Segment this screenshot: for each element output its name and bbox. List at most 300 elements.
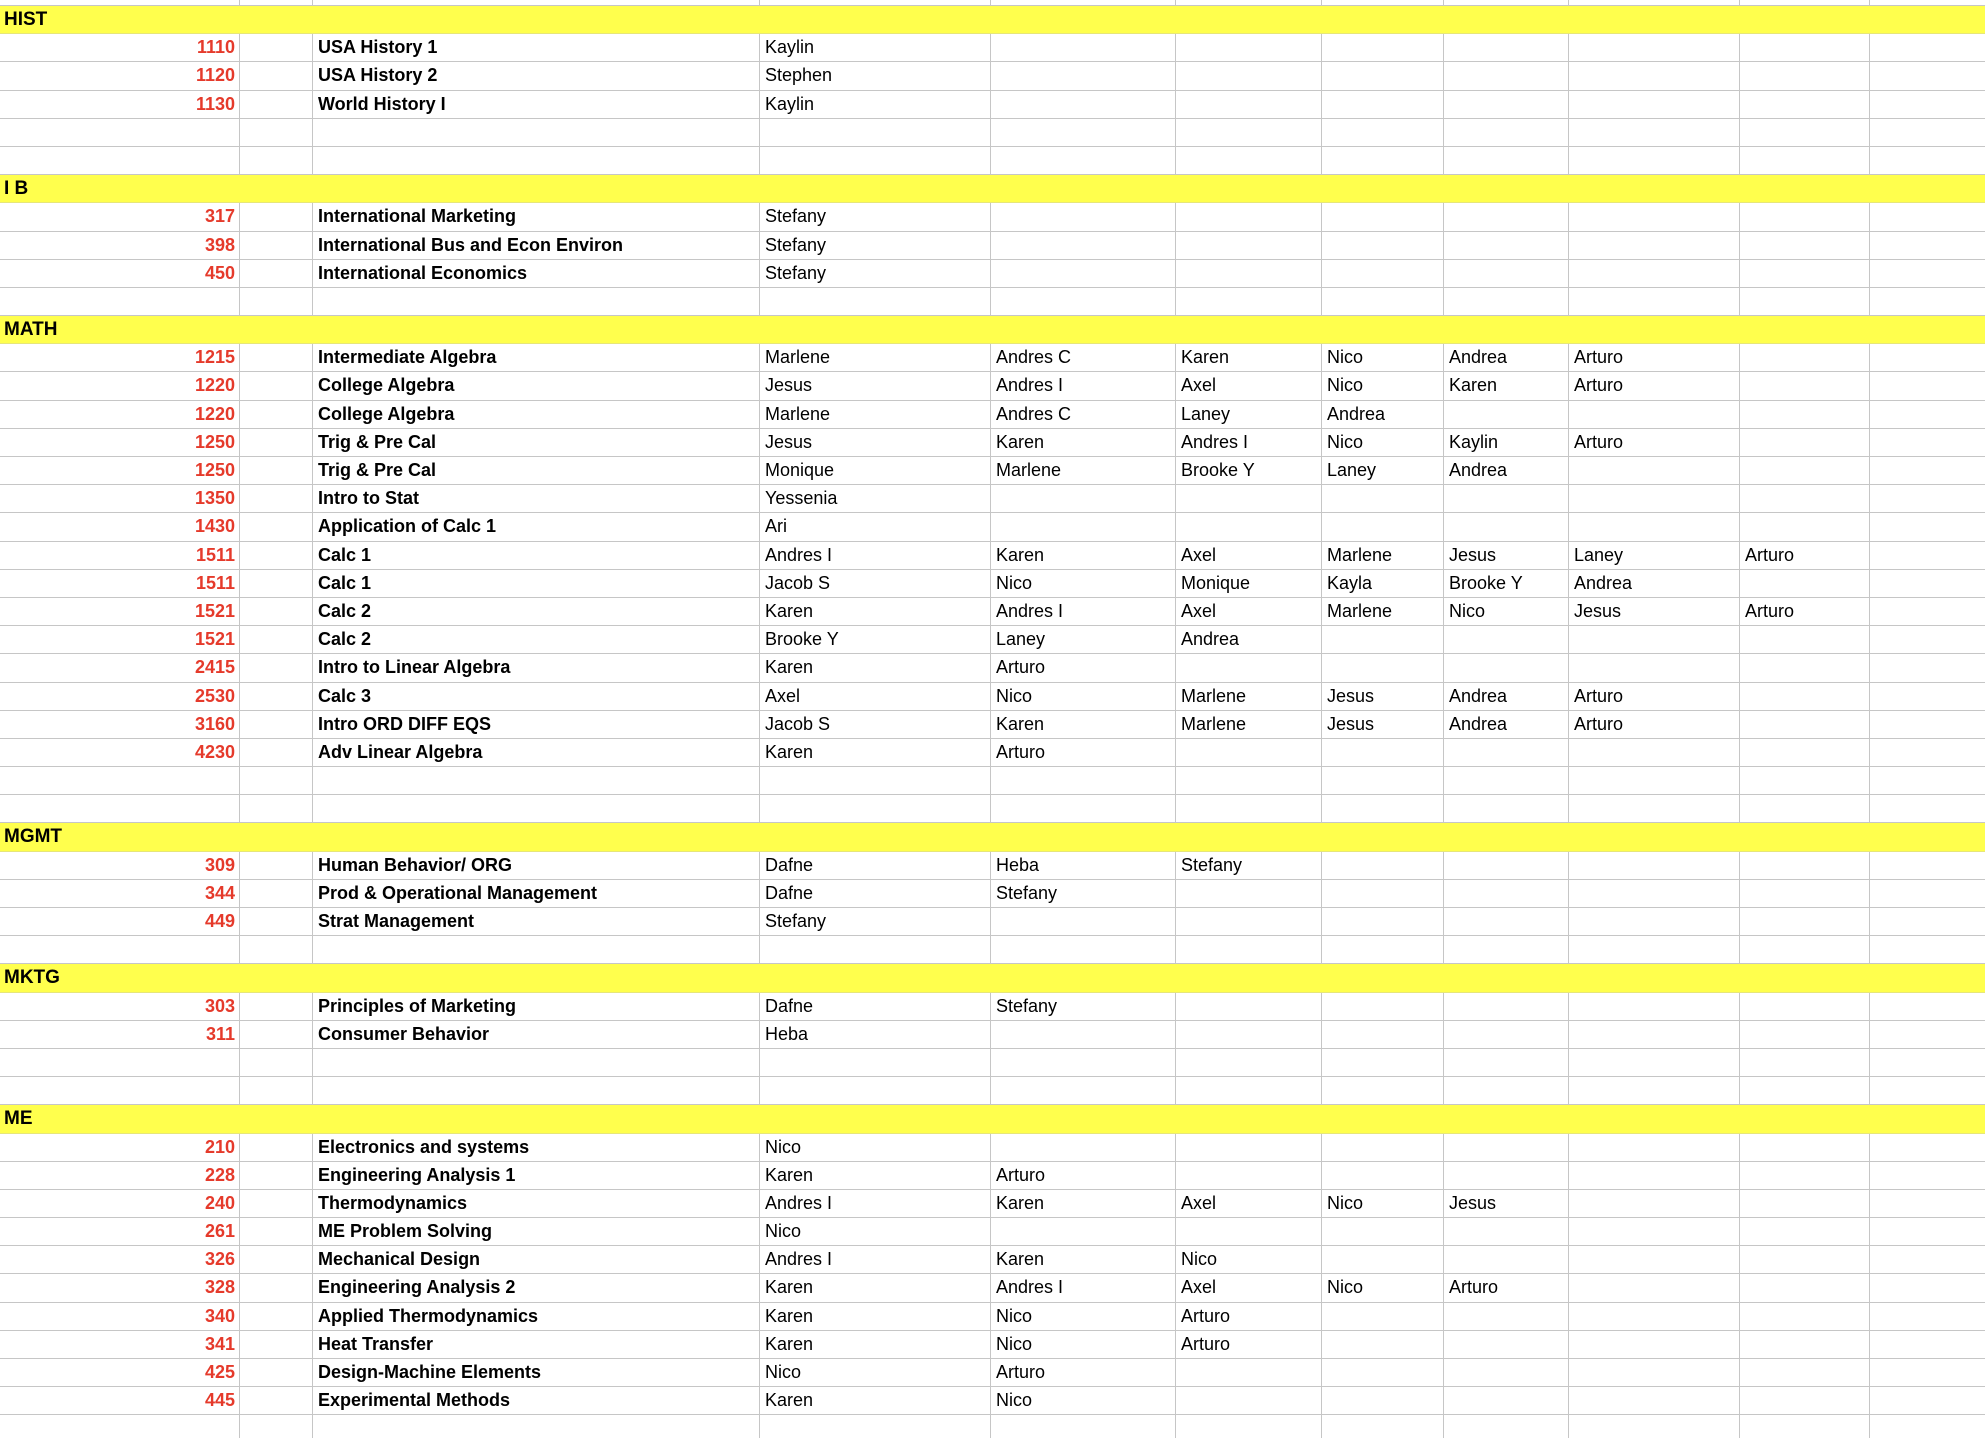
- cell-empty[interactable]: [1322, 795, 1444, 822]
- cell-empty[interactable]: [1176, 1021, 1322, 1048]
- cell-tutor[interactable]: Arturo: [1444, 1274, 1569, 1301]
- cell-tutor[interactable]: Andres I: [991, 598, 1176, 625]
- cell-empty[interactable]: [1569, 795, 1740, 822]
- cell-tutor[interactable]: Andres I: [760, 542, 991, 569]
- cell-empty[interactable]: [240, 0, 313, 5]
- cell-tutor[interactable]: Brooke Y: [1444, 570, 1569, 597]
- cell-empty[interactable]: [1322, 767, 1444, 794]
- cell-tutor[interactable]: Nico: [760, 1218, 991, 1245]
- cell-empty[interactable]: [1322, 232, 1444, 259]
- cell-course-number[interactable]: 1215: [0, 344, 240, 371]
- cell-tutor[interactable]: Arturo: [1569, 372, 1740, 399]
- cell-tutor[interactable]: Monique: [1176, 570, 1322, 597]
- cell-empty[interactable]: [1569, 993, 1740, 1020]
- cell-empty[interactable]: [240, 91, 313, 118]
- cell-tutor[interactable]: Dafne: [760, 880, 991, 907]
- section-label[interactable]: ME: [4, 1108, 33, 1130]
- cell-empty[interactable]: [1740, 147, 1870, 174]
- cell-tutor[interactable]: Nico: [1322, 372, 1444, 399]
- cell-empty[interactable]: [0, 1415, 240, 1438]
- cell-empty[interactable]: [1444, 993, 1569, 1020]
- cell-empty[interactable]: [1870, 1359, 1985, 1386]
- cell-empty[interactable]: [1444, 908, 1569, 935]
- cell-empty[interactable]: [1740, 1021, 1870, 1048]
- cell-empty[interactable]: [1740, 936, 1870, 963]
- cell-empty[interactable]: [313, 936, 760, 963]
- cell-empty[interactable]: [1569, 119, 1740, 146]
- cell-empty[interactable]: [313, 147, 760, 174]
- cell-empty[interactable]: [313, 288, 760, 315]
- cell-empty[interactable]: [1176, 485, 1322, 512]
- cell-empty[interactable]: [1569, 34, 1740, 61]
- cell-tutor[interactable]: Karen: [760, 739, 991, 766]
- cell-empty[interactable]: [1444, 147, 1569, 174]
- cell-course-name[interactable]: Mechanical Design: [313, 1246, 760, 1273]
- cell-empty[interactable]: [1870, 62, 1985, 89]
- cell-empty[interactable]: [760, 767, 991, 794]
- cell-tutor[interactable]: Brooke Y: [1176, 457, 1322, 484]
- cell-empty[interactable]: [240, 795, 313, 822]
- cell-empty[interactable]: [991, 908, 1176, 935]
- cell-empty[interactable]: [240, 1359, 313, 1386]
- cell-tutor[interactable]: Heba: [991, 852, 1176, 879]
- cell-empty[interactable]: [760, 1415, 991, 1438]
- cell-empty[interactable]: [1740, 654, 1870, 681]
- cell-empty[interactable]: [1444, 936, 1569, 963]
- cell-empty[interactable]: [991, 203, 1176, 230]
- cell-empty[interactable]: [1444, 1077, 1569, 1104]
- cell-empty[interactable]: [1176, 260, 1322, 287]
- cell-empty[interactable]: [1569, 147, 1740, 174]
- cell-empty[interactable]: [0, 795, 240, 822]
- cell-course-number[interactable]: 1220: [0, 372, 240, 399]
- cell-empty[interactable]: [1176, 1218, 1322, 1245]
- cell-empty[interactable]: [1740, 1274, 1870, 1301]
- cell-tutor[interactable]: Stefany: [760, 232, 991, 259]
- cell-empty[interactable]: [1870, 119, 1985, 146]
- cell-empty[interactable]: [991, 1134, 1176, 1161]
- cell-empty[interactable]: [1870, 795, 1985, 822]
- cell-tutor[interactable]: Andres I: [991, 372, 1176, 399]
- cell-tutor[interactable]: Laney: [1322, 457, 1444, 484]
- cell-empty[interactable]: [1870, 739, 1985, 766]
- cell-empty[interactable]: [240, 626, 313, 653]
- cell-empty[interactable]: [1870, 880, 1985, 907]
- cell-tutor[interactable]: Karen: [991, 542, 1176, 569]
- cell-empty[interactable]: [1444, 232, 1569, 259]
- cell-empty[interactable]: [1870, 1077, 1985, 1104]
- cell-course-number[interactable]: 445: [0, 1387, 240, 1414]
- cell-empty[interactable]: [1569, 1190, 1740, 1217]
- cell-empty[interactable]: [991, 795, 1176, 822]
- cell-tutor[interactable]: Kaylin: [760, 91, 991, 118]
- cell-tutor[interactable]: Axel: [760, 683, 991, 710]
- cell-empty[interactable]: [1870, 1274, 1985, 1301]
- cell-empty[interactable]: [1740, 908, 1870, 935]
- cell-empty[interactable]: [1444, 1387, 1569, 1414]
- cell-empty[interactable]: [240, 852, 313, 879]
- cell-tutor[interactable]: Andrea: [1444, 457, 1569, 484]
- cell-course-name[interactable]: USA History 1: [313, 34, 760, 61]
- cell-empty[interactable]: [1322, 288, 1444, 315]
- cell-empty[interactable]: [1444, 91, 1569, 118]
- cell-empty[interactable]: [1870, 711, 1985, 738]
- cell-empty[interactable]: [1444, 401, 1569, 428]
- cell-tutor[interactable]: Nico: [760, 1359, 991, 1386]
- cell-empty[interactable]: [0, 119, 240, 146]
- cell-empty[interactable]: [760, 1077, 991, 1104]
- cell-empty[interactable]: [240, 993, 313, 1020]
- cell-empty[interactable]: [240, 147, 313, 174]
- cell-course-name[interactable]: Engineering Analysis 2: [313, 1274, 760, 1301]
- cell-empty[interactable]: [1444, 654, 1569, 681]
- cell-course-number[interactable]: 1120: [0, 62, 240, 89]
- cell-tutor[interactable]: Marlene: [1176, 683, 1322, 710]
- cell-tutor[interactable]: Nico: [760, 1134, 991, 1161]
- cell-empty[interactable]: [1444, 626, 1569, 653]
- cell-empty[interactable]: [991, 91, 1176, 118]
- cell-tutor[interactable]: Dafne: [760, 993, 991, 1020]
- cell-tutor[interactable]: Karen: [760, 598, 991, 625]
- cell-empty[interactable]: [1322, 1077, 1444, 1104]
- cell-empty[interactable]: [1322, 1162, 1444, 1189]
- cell-empty[interactable]: [1740, 1077, 1870, 1104]
- cell-course-number[interactable]: 1250: [0, 457, 240, 484]
- cell-course-number[interactable]: 344: [0, 880, 240, 907]
- cell-empty[interactable]: [1176, 1387, 1322, 1414]
- cell-empty[interactable]: [1569, 203, 1740, 230]
- cell-empty[interactable]: [0, 0, 240, 5]
- cell-tutor[interactable]: Yessenia: [760, 485, 991, 512]
- cell-empty[interactable]: [991, 1415, 1176, 1438]
- cell-empty[interactable]: [1569, 1134, 1740, 1161]
- cell-tutor[interactable]: Axel: [1176, 372, 1322, 399]
- cell-empty[interactable]: [1176, 91, 1322, 118]
- cell-empty[interactable]: [760, 936, 991, 963]
- cell-tutor[interactable]: Andres I: [1176, 429, 1322, 456]
- cell-empty[interactable]: [1569, 908, 1740, 935]
- cell-empty[interactable]: [1740, 852, 1870, 879]
- cell-empty[interactable]: [1870, 1387, 1985, 1414]
- cell-empty[interactable]: [240, 908, 313, 935]
- cell-course-number[interactable]: 1110: [0, 34, 240, 61]
- cell-course-number[interactable]: 2415: [0, 654, 240, 681]
- cell-empty[interactable]: [991, 34, 1176, 61]
- cell-course-name[interactable]: College Algebra: [313, 372, 760, 399]
- cell-course-name[interactable]: Calc 2: [313, 626, 760, 653]
- cell-course-name[interactable]: Design-Machine Elements: [313, 1359, 760, 1386]
- cell-tutor[interactable]: Andres I: [760, 1246, 991, 1273]
- cell-course-number[interactable]: 1220: [0, 401, 240, 428]
- cell-empty[interactable]: [1444, 1162, 1569, 1189]
- cell-empty[interactable]: [0, 1049, 240, 1076]
- cell-course-name[interactable]: USA History 2: [313, 62, 760, 89]
- cell-empty[interactable]: [1444, 485, 1569, 512]
- cell-empty[interactable]: [1740, 795, 1870, 822]
- cell-tutor[interactable]: Nico: [991, 1331, 1176, 1358]
- cell-empty[interactable]: [240, 1021, 313, 1048]
- cell-empty[interactable]: [1176, 1134, 1322, 1161]
- cell-tutor[interactable]: Andres I: [760, 1190, 991, 1217]
- cell-empty[interactable]: [240, 1331, 313, 1358]
- cell-empty[interactable]: [991, 1218, 1176, 1245]
- cell-empty[interactable]: [1444, 1218, 1569, 1245]
- cell-empty[interactable]: [1740, 1359, 1870, 1386]
- cell-empty[interactable]: [313, 1077, 760, 1104]
- cell-empty[interactable]: [1740, 372, 1870, 399]
- cell-tutor[interactable]: Arturo: [1569, 429, 1740, 456]
- cell-empty[interactable]: [1569, 1077, 1740, 1104]
- cell-empty[interactable]: [0, 288, 240, 315]
- cell-empty[interactable]: [313, 1049, 760, 1076]
- cell-tutor[interactable]: Karen: [760, 1303, 991, 1330]
- cell-empty[interactable]: [1870, 457, 1985, 484]
- cell-empty[interactable]: [1322, 485, 1444, 512]
- cell-course-number[interactable]: 309: [0, 852, 240, 879]
- cell-empty[interactable]: [1322, 91, 1444, 118]
- cell-tutor[interactable]: Jesus: [1444, 1190, 1569, 1217]
- cell-tutor[interactable]: Andres C: [991, 344, 1176, 371]
- cell-tutor[interactable]: Andrea: [1322, 401, 1444, 428]
- cell-empty[interactable]: [1569, 654, 1740, 681]
- cell-empty[interactable]: [1444, 119, 1569, 146]
- cell-empty[interactable]: [240, 1387, 313, 1414]
- cell-empty[interactable]: [240, 542, 313, 569]
- cell-empty[interactable]: [1444, 203, 1569, 230]
- cell-course-name[interactable]: World History I: [313, 91, 760, 118]
- cell-tutor[interactable]: Andres I: [991, 1274, 1176, 1301]
- section-label[interactable]: MKTG: [4, 967, 60, 989]
- cell-empty[interactable]: [1444, 260, 1569, 287]
- cell-empty[interactable]: [1870, 570, 1985, 597]
- cell-tutor[interactable]: Nico: [1444, 598, 1569, 625]
- cell-empty[interactable]: [1870, 654, 1985, 681]
- cell-tutor[interactable]: Marlene: [760, 401, 991, 428]
- cell-empty[interactable]: [240, 119, 313, 146]
- cell-empty[interactable]: [1740, 683, 1870, 710]
- cell-empty[interactable]: [240, 739, 313, 766]
- cell-empty[interactable]: [1870, 542, 1985, 569]
- cell-empty[interactable]: [1444, 34, 1569, 61]
- cell-empty[interactable]: [1569, 0, 1740, 5]
- cell-course-number[interactable]: 326: [0, 1246, 240, 1273]
- cell-empty[interactable]: [1569, 401, 1740, 428]
- cell-tutor[interactable]: Kayla: [1322, 570, 1444, 597]
- cell-empty[interactable]: [1444, 288, 1569, 315]
- cell-tutor[interactable]: Jesus: [1444, 542, 1569, 569]
- cell-empty[interactable]: [1322, 1331, 1444, 1358]
- cell-tutor[interactable]: Laney: [991, 626, 1176, 653]
- cell-empty[interactable]: [1322, 147, 1444, 174]
- cell-empty[interactable]: [1740, 62, 1870, 89]
- cell-empty[interactable]: [991, 1021, 1176, 1048]
- cell-empty[interactable]: [1444, 795, 1569, 822]
- cell-empty[interactable]: [240, 1303, 313, 1330]
- cell-empty[interactable]: [313, 795, 760, 822]
- cell-tutor[interactable]: Marlene: [1176, 711, 1322, 738]
- cell-empty[interactable]: [1444, 62, 1569, 89]
- cell-empty[interactable]: [1569, 1162, 1740, 1189]
- cell-empty[interactable]: [313, 119, 760, 146]
- cell-empty[interactable]: [1176, 908, 1322, 935]
- cell-course-name[interactable]: Consumer Behavior: [313, 1021, 760, 1048]
- cell-empty[interactable]: [1740, 1246, 1870, 1273]
- cell-empty[interactable]: [991, 119, 1176, 146]
- cell-tutor[interactable]: Jesus: [1322, 683, 1444, 710]
- cell-empty[interactable]: [240, 288, 313, 315]
- cell-tutor[interactable]: Nico: [1322, 429, 1444, 456]
- cell-empty[interactable]: [1740, 1162, 1870, 1189]
- cell-empty[interactable]: [1569, 91, 1740, 118]
- cell-course-name[interactable]: International Marketing: [313, 203, 760, 230]
- cell-empty[interactable]: [1870, 288, 1985, 315]
- cell-empty[interactable]: [1444, 1415, 1569, 1438]
- cell-course-number[interactable]: 341: [0, 1331, 240, 1358]
- cell-tutor[interactable]: Laney: [1176, 401, 1322, 428]
- cell-tutor[interactable]: Laney: [1569, 542, 1740, 569]
- cell-empty[interactable]: [1176, 880, 1322, 907]
- cell-tutor[interactable]: Stefany: [991, 880, 1176, 907]
- cell-empty[interactable]: [1870, 767, 1985, 794]
- cell-course-number[interactable]: 398: [0, 232, 240, 259]
- cell-course-name[interactable]: Intro to Linear Algebra: [313, 654, 760, 681]
- cell-tutor[interactable]: Andres C: [991, 401, 1176, 428]
- cell-empty[interactable]: [0, 1077, 240, 1104]
- cell-tutor[interactable]: Karen: [760, 1162, 991, 1189]
- cell-empty[interactable]: [1444, 739, 1569, 766]
- cell-empty[interactable]: [1870, 1021, 1985, 1048]
- cell-course-name[interactable]: Intro to Stat: [313, 485, 760, 512]
- cell-empty[interactable]: [1870, 91, 1985, 118]
- cell-empty[interactable]: [0, 767, 240, 794]
- cell-empty[interactable]: [1569, 739, 1740, 766]
- cell-empty[interactable]: [760, 288, 991, 315]
- cell-course-number[interactable]: 1521: [0, 598, 240, 625]
- cell-course-number[interactable]: 1350: [0, 485, 240, 512]
- cell-tutor[interactable]: Karen: [991, 1190, 1176, 1217]
- cell-course-name[interactable]: Calc 3: [313, 683, 760, 710]
- cell-tutor[interactable]: Marlene: [1322, 598, 1444, 625]
- cell-course-name[interactable]: Calc 2: [313, 598, 760, 625]
- cell-empty[interactable]: [240, 1162, 313, 1189]
- cell-empty[interactable]: [1740, 401, 1870, 428]
- cell-empty[interactable]: [1870, 908, 1985, 935]
- cell-empty[interactable]: [1176, 654, 1322, 681]
- cell-tutor[interactable]: Arturo: [1176, 1303, 1322, 1330]
- cell-empty[interactable]: [1322, 260, 1444, 287]
- cell-empty[interactable]: [240, 429, 313, 456]
- cell-course-number[interactable]: 317: [0, 203, 240, 230]
- cell-empty[interactable]: [991, 767, 1176, 794]
- cell-tutor[interactable]: Andrea: [1444, 683, 1569, 710]
- cell-empty[interactable]: [1322, 1134, 1444, 1161]
- cell-empty[interactable]: [1322, 0, 1444, 5]
- cell-empty[interactable]: [1569, 1359, 1740, 1386]
- cell-empty[interactable]: [991, 485, 1176, 512]
- cell-empty[interactable]: [313, 0, 760, 5]
- cell-empty[interactable]: [1870, 993, 1985, 1020]
- cell-empty[interactable]: [1322, 880, 1444, 907]
- cell-empty[interactable]: [1444, 1303, 1569, 1330]
- cell-tutor[interactable]: Karen: [760, 654, 991, 681]
- cell-empty[interactable]: [1176, 288, 1322, 315]
- cell-tutor[interactable]: Jacob S: [760, 570, 991, 597]
- cell-course-number[interactable]: 261: [0, 1218, 240, 1245]
- cell-course-number[interactable]: 1521: [0, 626, 240, 653]
- cell-tutor[interactable]: Kaylin: [760, 34, 991, 61]
- cell-tutor[interactable]: Nico: [991, 570, 1176, 597]
- cell-course-number[interactable]: 340: [0, 1303, 240, 1330]
- cell-empty[interactable]: [240, 203, 313, 230]
- cell-empty[interactable]: [240, 1218, 313, 1245]
- cell-tutor[interactable]: Brooke Y: [760, 626, 991, 653]
- cell-course-name[interactable]: Calc 1: [313, 542, 760, 569]
- cell-tutor[interactable]: Karen: [991, 429, 1176, 456]
- cell-course-number[interactable]: 450: [0, 260, 240, 287]
- cell-course-name[interactable]: College Algebra: [313, 401, 760, 428]
- cell-tutor[interactable]: Kaylin: [1444, 429, 1569, 456]
- cell-empty[interactable]: [1322, 513, 1444, 540]
- cell-course-name[interactable]: Engineering Analysis 1: [313, 1162, 760, 1189]
- cell-empty[interactable]: [1569, 260, 1740, 287]
- cell-tutor[interactable]: Marlene: [1322, 542, 1444, 569]
- cell-empty[interactable]: [1569, 936, 1740, 963]
- cell-tutor[interactable]: Stefany: [760, 260, 991, 287]
- cell-empty[interactable]: [991, 936, 1176, 963]
- cell-tutor[interactable]: Jacob S: [760, 711, 991, 738]
- cell-empty[interactable]: [1322, 852, 1444, 879]
- cell-empty[interactable]: [1176, 0, 1322, 5]
- cell-empty[interactable]: [991, 232, 1176, 259]
- cell-empty[interactable]: [240, 654, 313, 681]
- cell-empty[interactable]: [1322, 34, 1444, 61]
- cell-empty[interactable]: [1322, 936, 1444, 963]
- cell-empty[interactable]: [1322, 1359, 1444, 1386]
- cell-empty[interactable]: [1176, 147, 1322, 174]
- cell-empty[interactable]: [1870, 0, 1985, 5]
- cell-empty[interactable]: [991, 147, 1176, 174]
- cell-empty[interactable]: [1740, 288, 1870, 315]
- cell-empty[interactable]: [1322, 1021, 1444, 1048]
- cell-tutor[interactable]: Arturo: [1740, 598, 1870, 625]
- cell-empty[interactable]: [1870, 232, 1985, 259]
- cell-empty[interactable]: [1322, 62, 1444, 89]
- cell-empty[interactable]: [1740, 119, 1870, 146]
- cell-tutor[interactable]: Jesus: [760, 372, 991, 399]
- cell-empty[interactable]: [1870, 34, 1985, 61]
- cell-empty[interactable]: [1322, 993, 1444, 1020]
- cell-empty[interactable]: [1870, 626, 1985, 653]
- cell-empty[interactable]: [1740, 91, 1870, 118]
- cell-empty[interactable]: [991, 288, 1176, 315]
- cell-empty[interactable]: [1322, 119, 1444, 146]
- cell-empty[interactable]: [1322, 1246, 1444, 1273]
- cell-tutor[interactable]: Karen: [760, 1387, 991, 1414]
- cell-tutor[interactable]: Stefany: [991, 993, 1176, 1020]
- cell-course-number[interactable]: 311: [0, 1021, 240, 1048]
- cell-empty[interactable]: [1444, 1049, 1569, 1076]
- cell-empty[interactable]: [1740, 767, 1870, 794]
- cell-empty[interactable]: [1569, 62, 1740, 89]
- cell-empty[interactable]: [1176, 795, 1322, 822]
- section-label[interactable]: HIST: [4, 9, 48, 30]
- cell-empty[interactable]: [1176, 119, 1322, 146]
- cell-tutor[interactable]: Marlene: [991, 457, 1176, 484]
- cell-empty[interactable]: [1444, 1359, 1569, 1386]
- cell-empty[interactable]: [1569, 288, 1740, 315]
- cell-empty[interactable]: [1176, 203, 1322, 230]
- cell-tutor[interactable]: Stephen: [760, 62, 991, 89]
